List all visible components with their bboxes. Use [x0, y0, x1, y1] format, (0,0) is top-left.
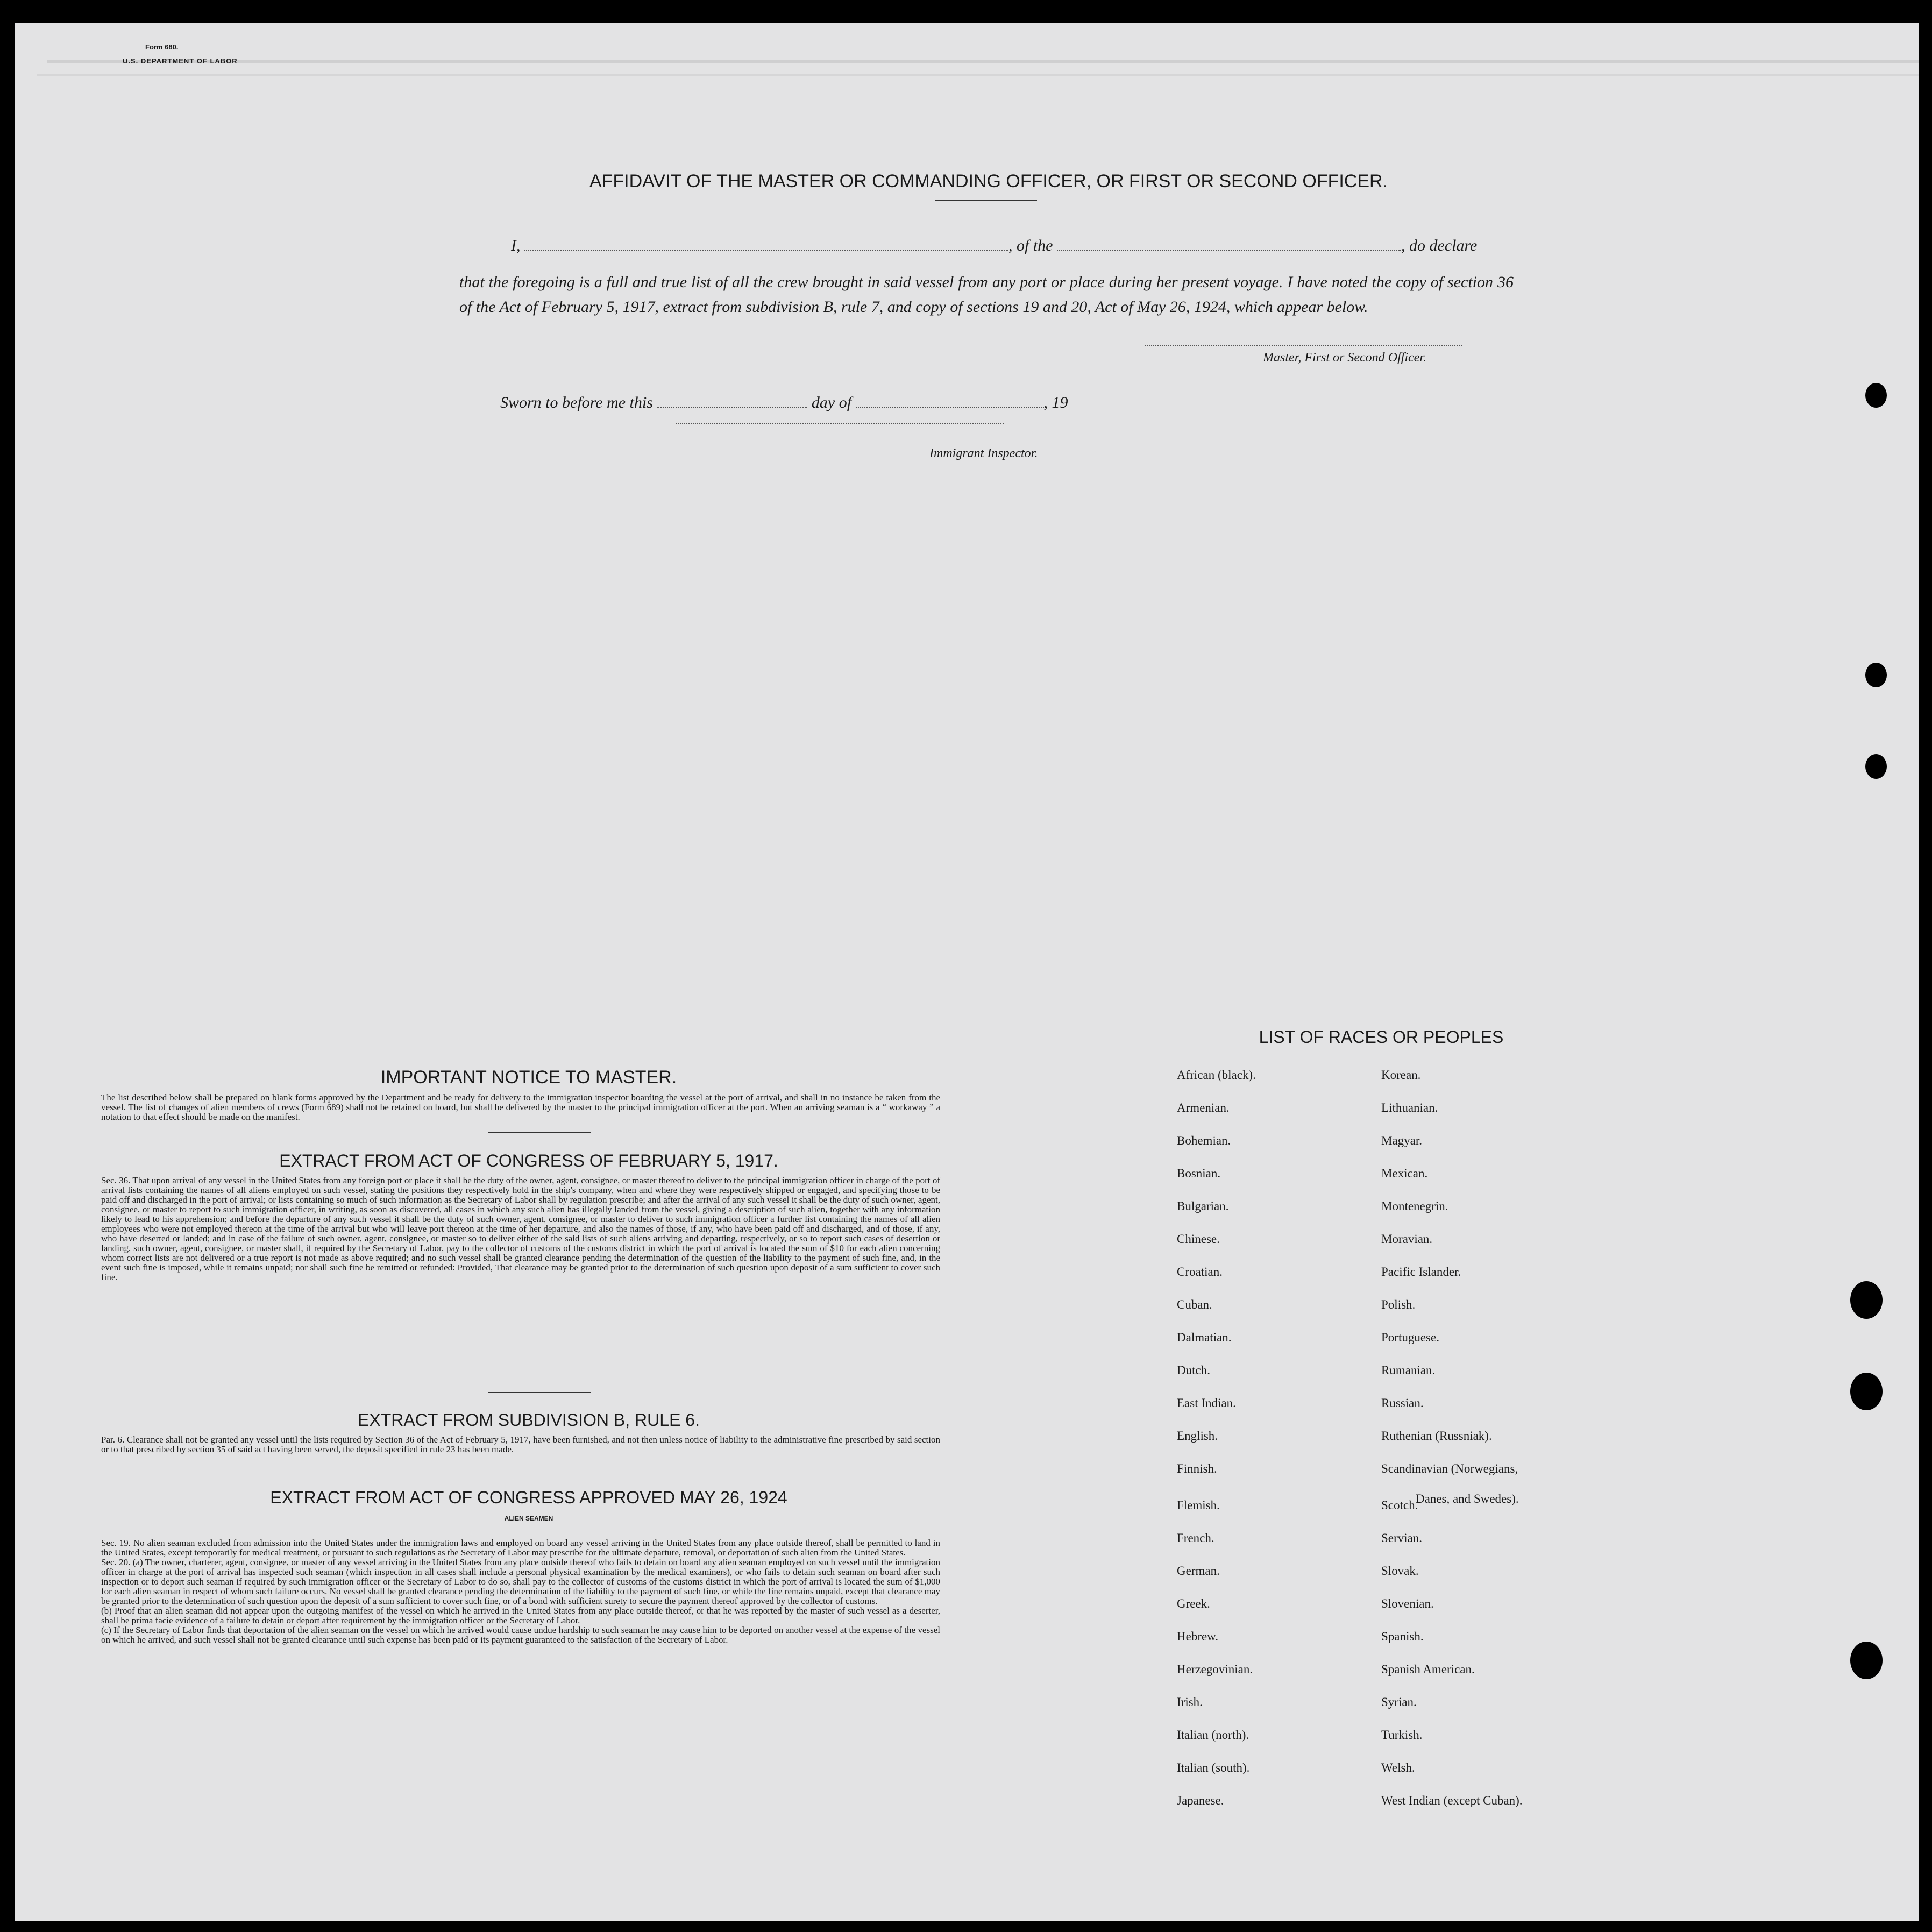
i-label: I, — [511, 237, 521, 254]
extract3-title: EXTRACT FROM ACT OF CONGRESS APPROVED MAY 26, 1924 — [270, 1488, 787, 1507]
affidavit-title: AFFIDAVIT OF THE MASTER OR COMMANDING OFFICER, OR FIRST OR SECOND OFFICER. — [589, 171, 1388, 191]
race-item: Finnish. — [1177, 1462, 1217, 1475]
sworn-prefix: Sworn to before me this — [500, 394, 653, 411]
inspector-signature-line[interactable] — [676, 423, 1004, 424]
race-item: Montenegrin. — [1381, 1199, 1448, 1213]
race-item: Croatian. — [1177, 1265, 1223, 1278]
punch-hole — [1850, 1642, 1883, 1679]
sec19: Sec. 19. No alien seaman excluded from admission into the United States under the immigration laws and employed on board any vessel arriving in the United States from any place outside thereof, shall be permitted to land in the United States, except temporarily for medical treatment, or pursuant to such regulations as the Secretary of Labor may prescribe for the ultimate departure, removal, or deportation of such alien from the United States. — [101, 1538, 940, 1558]
extract1-title: EXTRACT FROM ACT OF CONGRESS OF FEBRUARY 5, 1917. — [279, 1151, 778, 1170]
race-item: Mexican. — [1381, 1167, 1428, 1180]
title-underline — [935, 200, 1037, 201]
affidavit-paragraph: that the foregoing is a full and true list of all the crew brought in said vessel from any port or place during her present voyage. I have noted the copy of section 36 of the Act of February 5, 1917, extract from subdivision B, rule 7, and copy of sections 19 and 20, Act of May 26, 1924, which appear below. — [459, 273, 1514, 316]
race-item: Pacific Islander. — [1381, 1265, 1461, 1278]
race-item: Scotch. — [1381, 1498, 1418, 1512]
race-item: Lithuanian. — [1381, 1101, 1438, 1114]
race-item: Dalmatian. — [1177, 1331, 1232, 1344]
race-item: Turkish. — [1381, 1728, 1423, 1742]
race-item: Chinese. — [1177, 1232, 1220, 1246]
extract3-body — [101, 1538, 940, 1645]
paper-edge-top — [47, 60, 1919, 63]
race-item: Slovenian. — [1381, 1597, 1434, 1610]
notice-title: IMPORTANT NOTICE TO MASTER. — [380, 1067, 677, 1088]
punch-hole — [1865, 754, 1887, 779]
race-item: Bohemian. — [1177, 1134, 1231, 1147]
master-signature-caption: Master, First or Second Officer. — [1263, 351, 1426, 365]
race-item: German. — [1177, 1564, 1220, 1578]
race-item: Russian. — [1381, 1396, 1424, 1410]
notice-body: The list described below shall be prepared on blank forms approved by the Department and be ready for delivery to the immigration inspector boarding the vessel at the port of arrival, and shall in no instance be taken from the vessel. The list of changes of alien members of crews (Form 689) shall not be retained on board, but shall be delivered by the master to the principal immigration officer at the port. When an arriving seaman is a “ workaway ” a notation to that effect should be made on the manifest. — [101, 1092, 940, 1122]
race-item: Cuban. — [1177, 1298, 1212, 1311]
sec20b: (b) Proof that an alien seaman did not appear upon the outgoing manifest of the vessel on which he arrived in the United States from any place outside thereof, or that he was reported by the master of such vessel as a deserter, shall be prima facie evidence of a failure to detain or deport after requirement by the immigration officer or the Secretary of Labor. — [101, 1606, 940, 1625]
race-item: Herzegovinian. — [1177, 1663, 1253, 1676]
form-number: Form 680. — [145, 43, 179, 51]
race-item: Bosnian. — [1177, 1167, 1221, 1180]
day-of-label: day of — [811, 394, 852, 411]
declare-label: , do declare — [1401, 237, 1478, 254]
race-item: Armenian. — [1177, 1101, 1230, 1114]
punch-hole — [1850, 1373, 1883, 1410]
race-item: Dutch. — [1177, 1363, 1210, 1377]
race-item: Danes, and Swedes). — [1416, 1492, 1519, 1505]
races-title: LIST OF RACES OR PEOPLES — [1259, 1027, 1504, 1047]
extract2-title: EXTRACT FROM SUBDIVISION B, RULE 6. — [358, 1410, 700, 1430]
punch-hole — [1850, 1281, 1883, 1319]
race-item: Irish. — [1177, 1695, 1203, 1709]
race-item: Spanish. — [1381, 1630, 1424, 1643]
race-item: Servian. — [1381, 1531, 1423, 1545]
department-label: U.S. DEPARTMENT OF LABOR — [123, 57, 238, 65]
race-item: Welsh. — [1381, 1761, 1415, 1774]
race-item: Moravian. — [1381, 1232, 1433, 1246]
sec20c: (c) If the Secretary of Labor finds that deportation of the alien seaman on the vessel on which he arrived would cause undue hardship to such seaman he may cause him to be deported on another vessel at the expense of the vessel on which he arrived, and such vessel shall not be granted clearance until such expense has been paid or its payment guaranteed to the satisfaction of the Secretary of Labor. — [101, 1625, 940, 1645]
race-item: Italian (north). — [1177, 1728, 1249, 1742]
year-label: , 19 — [1043, 394, 1068, 411]
race-item: Slovak. — [1381, 1564, 1419, 1578]
race-item: West Indian (except Cuban). — [1381, 1794, 1523, 1807]
inspector-caption: Immigrant Inspector. — [929, 446, 1038, 460]
race-item: Ruthenian (Russniak). — [1381, 1429, 1492, 1443]
race-item: Bulgarian. — [1177, 1199, 1229, 1213]
race-item: Portuguese. — [1381, 1331, 1439, 1344]
form-sheet — [15, 23, 1919, 1921]
extract3-subtitle: ALIEN SEAMEN — [504, 1515, 553, 1522]
race-item: English. — [1177, 1429, 1218, 1443]
extract2-body: Par. 6. Clearance shall not be granted any vessel until the lists required by Section 36 of the Act of February 5, 1917, have been furnished, and not then unless notice of liability to the administrative fine prescribed by said section or to that prescribed by section 35 of said act having been served, the deposit specified in rule 23 has been made. — [101, 1434, 940, 1454]
affidavit-line — [511, 237, 1477, 255]
sec20a: Sec. 20. (a) The owner, charterer, agent, consignee, or master of any vessel arriving in the United States from any place outside thereof who fails to detain on board any alien seaman employed on such vessel until the immigration officer in charge at the port of arrival has inspected such seaman (which inspection in all cases shall include a personal physical examination by the medical examiners), or who fails to detain such seaman on board after such inspection or to deport such seaman if required by such immigration officer or the Secretary of Labor to do so, shall pay to the collector of customs of the customs district in which the port of arrival is located the sum of $1,000 for each alien seaman in respect of whom such failure occurs. No vessel shall be granted clearance pending the determination of the liability to the payment of such fine, or while the fine remains unpaid, except that clearance may be granted prior to the determination of such question upon the deposit of a sum sufficient to cover such fine, or of a bond with sufficient surety to secure the payment thereof approved by the collector of customs. — [101, 1557, 940, 1606]
race-item: Hebrew. — [1177, 1630, 1219, 1643]
of-the-label: , of the — [1008, 237, 1053, 254]
sworn-month-field[interactable] — [856, 407, 1044, 408]
master-signature-line[interactable] — [1145, 345, 1462, 346]
race-item: Italian (south). — [1177, 1761, 1250, 1774]
punch-hole — [1865, 383, 1887, 408]
race-item: Rumanian. — [1381, 1363, 1436, 1377]
vessel-field[interactable] — [1057, 250, 1401, 251]
race-item: French. — [1177, 1531, 1214, 1545]
race-item: Spanish American. — [1381, 1663, 1475, 1676]
race-item: African (black). — [1177, 1068, 1256, 1082]
punch-hole — [1865, 663, 1887, 687]
race-item: Flemish. — [1177, 1498, 1220, 1512]
sworn-line — [500, 394, 1068, 412]
race-item: Syrian. — [1381, 1695, 1417, 1709]
paper-edge-lower — [37, 74, 1919, 76]
divider — [488, 1132, 591, 1133]
race-item: Magyar. — [1381, 1134, 1423, 1147]
sworn-day-field[interactable] — [657, 407, 807, 408]
race-item: East Indian. — [1177, 1396, 1236, 1410]
divider — [488, 1392, 591, 1393]
name-field[interactable] — [524, 250, 1008, 251]
race-item: Korean. — [1381, 1068, 1421, 1082]
race-item: Polish. — [1381, 1298, 1416, 1311]
race-item: Scandinavian (Norwegians, — [1381, 1462, 1518, 1475]
extract1-body: Sec. 36. That upon arrival of any vessel in the United States from any foreign port or place it shall be the duty of the owner, agent, consignee, or master thereof to deliver to the principal immigration officer in charge of the port of arrival lists containing the names of all aliens employed on such vessel, stating the positions they respectively hold in the ship's company, when and where they were respectively shipped or engaged, and specifying those to be paid off and discharged in the port of arrival; or lists containing so much of such information as the Secretary of Labor shall by regulation prescribe; and after the arrival of any such vessel it shall be the duty of such owner, agent, consignee, or master to report to such immigration officer, in writing, as soon as discovered, all cases in which any such alien has illegally landed from the vessel, giving a description of such alien, together with any information likely to lead to his apprehension; and before the departure of any such vessel it shall be the duty of such owner, agent, consignee, or master to deliver to such immigration officer a further list containing the names of all alien employees who were not employed thereon at the time of the arrival but who will leave port thereon at the time of her departure, and also the names of those, if any, who have been paid off and discharged, and of those, if any, who have deserted or landed; and in case of the failure of such owner, agent, consignee, or master so to deliver either of the said lists of such aliens arriving and departing, respectively, or so to report such cases of desertion or landing, such owner, agent, consignee, or master shall, if required by the Secretary of Labor, pay to the collector of customs of the customs district in which the port of arrival is located the sum of $10 for each alien concerning whom correct lists are not delivered or a true report is not made as above required; and no such vessel shall be granted clearance pending the determination of the question of the liability to the payment of such fine, and, in the event such fine is imposed, while it remains unpaid; nor shall such fine be remitted or refunded: Provided, That clearance may be granted prior to the determination of such question upon deposit of a sum sufficient to cover such fine. — [101, 1175, 940, 1282]
race-item: Greek. — [1177, 1597, 1210, 1610]
race-item: Japanese. — [1177, 1794, 1224, 1807]
